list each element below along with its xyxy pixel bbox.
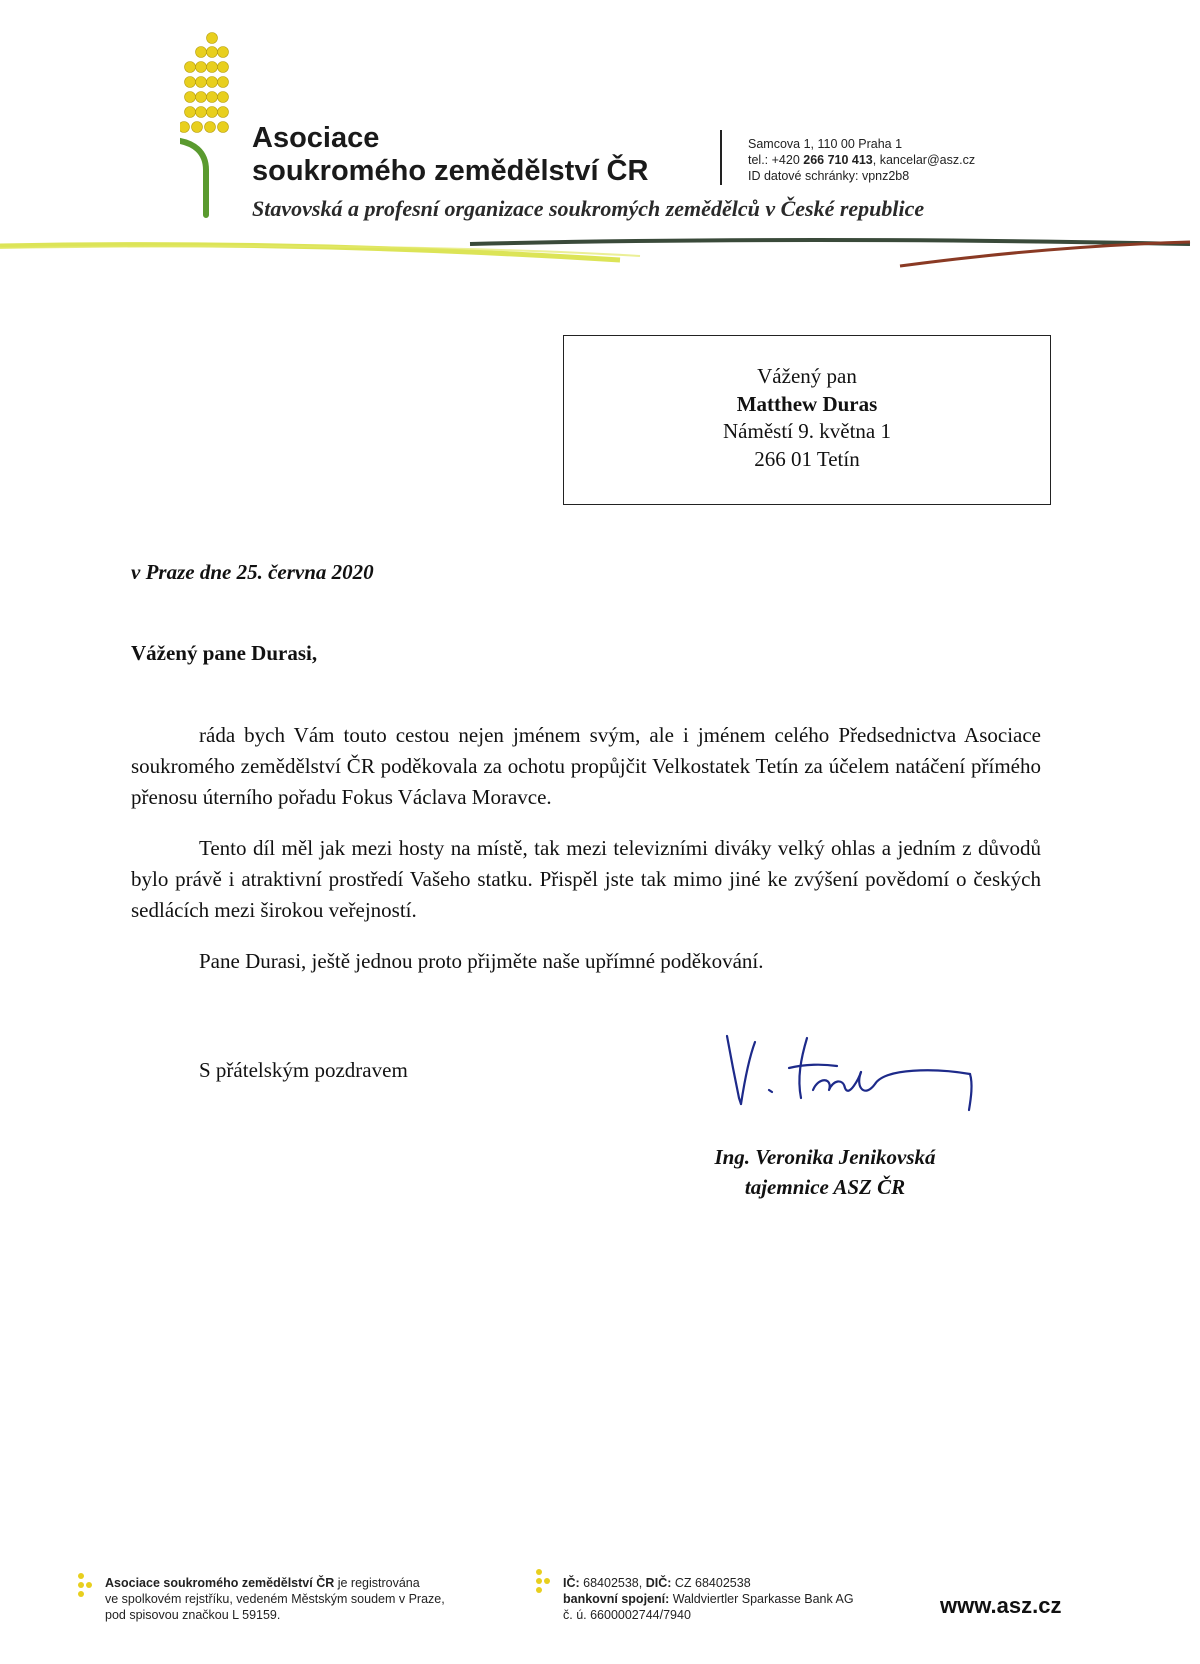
signer-title: tajemnice ASZ ČR [744, 1175, 906, 1199]
footer-reg-line3: pod spisovou značkou L 59159. [105, 1608, 281, 1622]
recipient-salutation: Vážený pan [757, 364, 857, 388]
footer-dots-icon [534, 1568, 552, 1602]
footer-reg-line2: ve spolkovém rejstříku, vedeném Městským soudem v Praze, [105, 1592, 445, 1606]
letter-body [131, 720, 1041, 997]
footer-reg-text: je registrována [334, 1576, 420, 1590]
recipient-name: Matthew Duras [736, 391, 878, 416]
dic-value: CZ 68402538 [671, 1576, 751, 1590]
signer-name: Ing. Veronika Jenikovská [714, 1145, 936, 1169]
org-data-box: ID datové schránky: vpnz2b8 [748, 169, 910, 183]
bank-label: bankovní spojení: [563, 1592, 670, 1606]
recipient-street: Náměstí 9. května 1 [723, 419, 891, 443]
recipient-address-box [563, 335, 1051, 505]
recipient-city: 266 01 Tetín [754, 446, 860, 471]
org-address: Samcova 1, 110 00 Praha 1 [748, 137, 903, 151]
paragraph: ráda bych Vám touto cestou nejen jménem svým, ale i jménem celého Předsednictva Asociace soukromého zemědělství ČR poděkovala za ochotu propůjčit Velkostatek Tetín za účelem natáčení přímého přenosu úterního pořadu Fokus Václava Moravce. [131, 723, 1041, 809]
footer-org-name: Asociace soukromého zemědělství ČR [105, 1576, 335, 1590]
website-link[interactable]: www.asz.cz [940, 1593, 1062, 1618]
header-swoosh [0, 238, 1200, 278]
ic-label: IČ: [563, 1576, 580, 1590]
paragraph: Pane Durasi, ještě jednou proto přijměte naše upřímné poděkování. [199, 949, 764, 973]
footer-company-info [563, 1575, 854, 1623]
letter-closing: S přátelským pozdravem [199, 1058, 408, 1082]
org-tagline: Stavovská a profesní organizace soukromých zemědělců v České republice [252, 196, 925, 221]
footer-bank [563, 1591, 854, 1607]
org-phone-email [748, 152, 975, 168]
tel-prefix: tel.: +420 [748, 153, 804, 167]
contact-block [748, 136, 975, 184]
signer-block [690, 1142, 960, 1202]
header-divider [720, 130, 722, 185]
footer-reg-line1 [105, 1575, 445, 1591]
organization-name [252, 122, 648, 188]
org-email: , kancelar@asz.cz [872, 153, 976, 167]
footer-dots-icon [76, 1572, 94, 1606]
letter-greeting: Vážený pane Durasi, [131, 641, 318, 665]
footer-registration [105, 1575, 445, 1623]
paragraph: Tento díl měl jak mezi hosty na místě, tak mezi televizními diváky velký ohlas a jedním z důvodů bylo právě i atraktivní prostředí Vašeho statku. Přispěl jste tak mimo jiné ke zvýšení povědomí o českých sedlácích mezi širokou veřejností. [131, 836, 1041, 922]
org-name-line1: Asociace [252, 122, 380, 154]
footer-account: č. ú. 6600002744/7940 [563, 1608, 691, 1622]
handwritten-signature [715, 1028, 980, 1128]
ic-value: 68402538, [579, 1576, 646, 1590]
asz-logo [180, 30, 250, 220]
letter-date: v Praze dne 25. června 2020 [131, 560, 374, 584]
org-name-line2: soukromého zemědělství ČR [252, 155, 649, 187]
footer-ids [563, 1575, 854, 1591]
bank-value: Waldviertler Sparkasse Bank AG [669, 1592, 854, 1606]
dic-label: DIČ: [645, 1576, 672, 1590]
tel-number: 266 710 413 [803, 153, 873, 167]
